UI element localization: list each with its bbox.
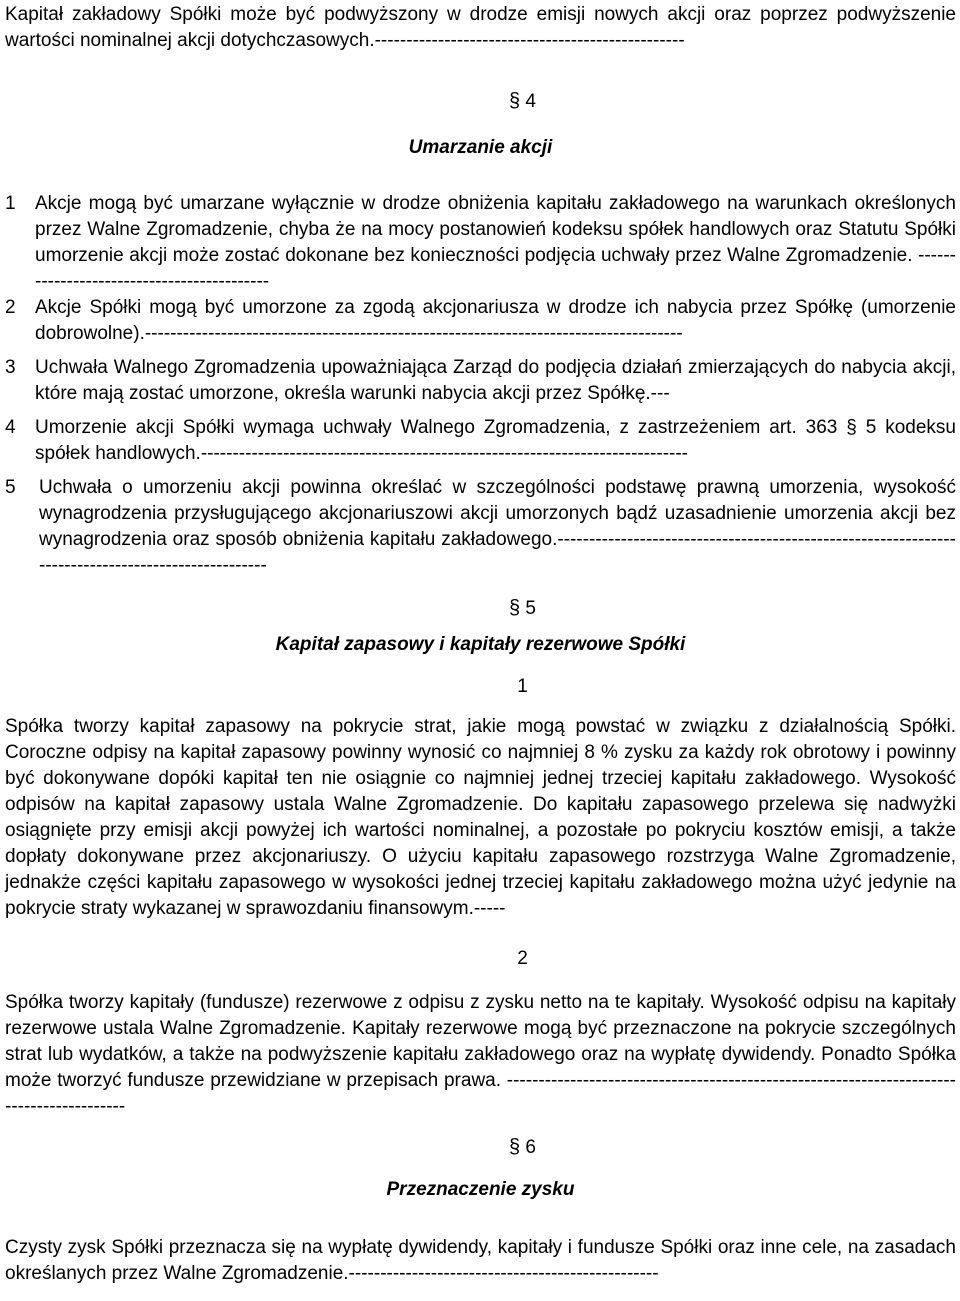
section-4-title: Umarzanie akcji xyxy=(408,137,553,158)
item-text: Umorzenie akcji Spółki wymaga uchwały Walnego Zgromadzenia, z zastrzeżeniem art. 363 § 5 kodeksu spółek handlowych.----------------------------------------------------------------------------- xyxy=(35,417,956,464)
section-6-paragraph: Czysty zysk Spółki przeznacza się na wypłatę dywidendy, kapitały i fundusze Spółki oraz inne cele, na zasadach określanych przez Walne Zgromadzenie.------------------------------------------------- xyxy=(5,1237,956,1284)
item-text: Uchwała o umorzeniu akcji powinna określać w szczególności podstawę prawną umorzenia, wysokość wynagrodzenia przysługującego akcjonariuszowi akcji umorzonych bądź uzasadnienie umorzenia akcji bez wynagrodzenia oraz sposób obniżenia kapitału zakładowego.--------------------------------------------------------------------------------------------------- xyxy=(39,477,956,576)
list-item xyxy=(5,295,956,347)
item-text: Uchwała Walnego Zgromadzenia upoważniająca Zarząd do podjęcia działań zmierzających do nabycia akcji, które mają zostać umorzone, określa warunki nabycia akcji przez Spółkę.--- xyxy=(35,357,956,404)
section-6-heading xyxy=(5,1134,956,1161)
section-5-paragraph-1: Spółka tworzy kapitał zapasowy na pokrycie strat, jakie mogą powstać w związku z działalnością Spółki. Coroczne odpisy na kapitał zapasowy powinny wynosić co najmniej 8 % zysku za każdy rok obrotowy i powinny być dokonywane dopóki kapitał ten nie osiągnie co najmniej jednej trzeciej kapitału zakładowego. Wysokość odpisów na kapitał zapasowy ustala Walne Zgromadzenie. Do kapitału zapasowego przelewa się nadwyżki osiągnięte przy emisji akcji powyżej ich wartości nominalnej, a pozostałe po pokryciu kosztów emisji, a także dopłaty dokonywane przez akcjonariuszy. O użyciu kapitału zapasowego rozstrzyga Walne Zgromadzenie, jednakże części kapitału zapasowego w wysokości jednej trzeciej kapitału zakładowego można użyć jedynie na pokrycie straty wykazanej w sprawozdaniu finansowym.----- xyxy=(5,716,956,919)
item-number: 2 xyxy=(5,297,16,318)
list-item xyxy=(5,191,956,295)
intro-dashes: ------------------------------------------------- xyxy=(374,30,685,51)
list-item xyxy=(5,355,956,407)
section-sign: § xyxy=(509,90,521,112)
item-text: Akcje Spółki mogą być umorzone za zgodą akcjonariusza w drodze ich nabycia przez Spółkę (umorzenie dobrowolne).------------------------------------------------------------------------------------- xyxy=(35,297,956,344)
subsection-number: 2 xyxy=(517,948,528,969)
section-number: 6 xyxy=(525,1137,536,1158)
item-text: Akcje mogą być umarzane wyłącznie w drodze obniżenia kapitału zakładowego na warunkach określonych przez Walne Zgromadzenie, chyba że na mocy postanowień kodeksu spółek handlowych oraz Statutu Spółki umorzenie akcji może zostać dokonane bez konieczności podjęcia uchwały przez Walne Zgromadzenie. ------------------------------------------- xyxy=(35,193,956,292)
subsection-number: 1 xyxy=(517,676,528,697)
section-number: 5 xyxy=(525,598,536,619)
item-number: 5 xyxy=(5,477,16,498)
section-6-title: Przeznaczenie zysku xyxy=(386,1179,575,1200)
item-number: 1 xyxy=(5,193,16,214)
section-sign: § xyxy=(509,597,521,619)
section-5-heading xyxy=(5,595,956,622)
item-number: 3 xyxy=(5,357,16,378)
section-number: 4 xyxy=(525,91,536,112)
section-5-paragraph-2: Spółka tworzy kapitały (fundusze) rezerwowe z odpisu z zysku netto na te kapitały. Wysokość odpisu na kapitały rezerwowe ustala Walne Zgromadzenie. Kapitały rezerwowe mogą być przeznaczone na pokrycie szczególnych strat lub wydatków, a także na podwyższenie kapitału zakładowego oraz na wypłatę dywidendy. Ponadto Spółka może tworzyć fundusze przewidziane w przepisach prawa. ------------------------------------------------------------------------------------------ xyxy=(5,992,956,1117)
section-4-list xyxy=(5,191,956,579)
list-item xyxy=(5,475,956,579)
section-4-heading xyxy=(5,88,956,115)
item-number: 4 xyxy=(5,417,16,438)
list-item xyxy=(5,415,956,467)
intro-paragraph xyxy=(5,2,956,54)
document-page xyxy=(5,0,956,1287)
section-sign: § xyxy=(509,1136,521,1158)
intro-text: Kapitał zakładowy Spółki może być podwyższony w drodze emisji nowych akcji oraz poprzez podwyższenie wartości nominalnej akcji dotychczasowych. xyxy=(5,4,956,51)
section-5-title: Kapitał zapasowy i kapitały rezerwowe Spółki xyxy=(275,634,686,655)
